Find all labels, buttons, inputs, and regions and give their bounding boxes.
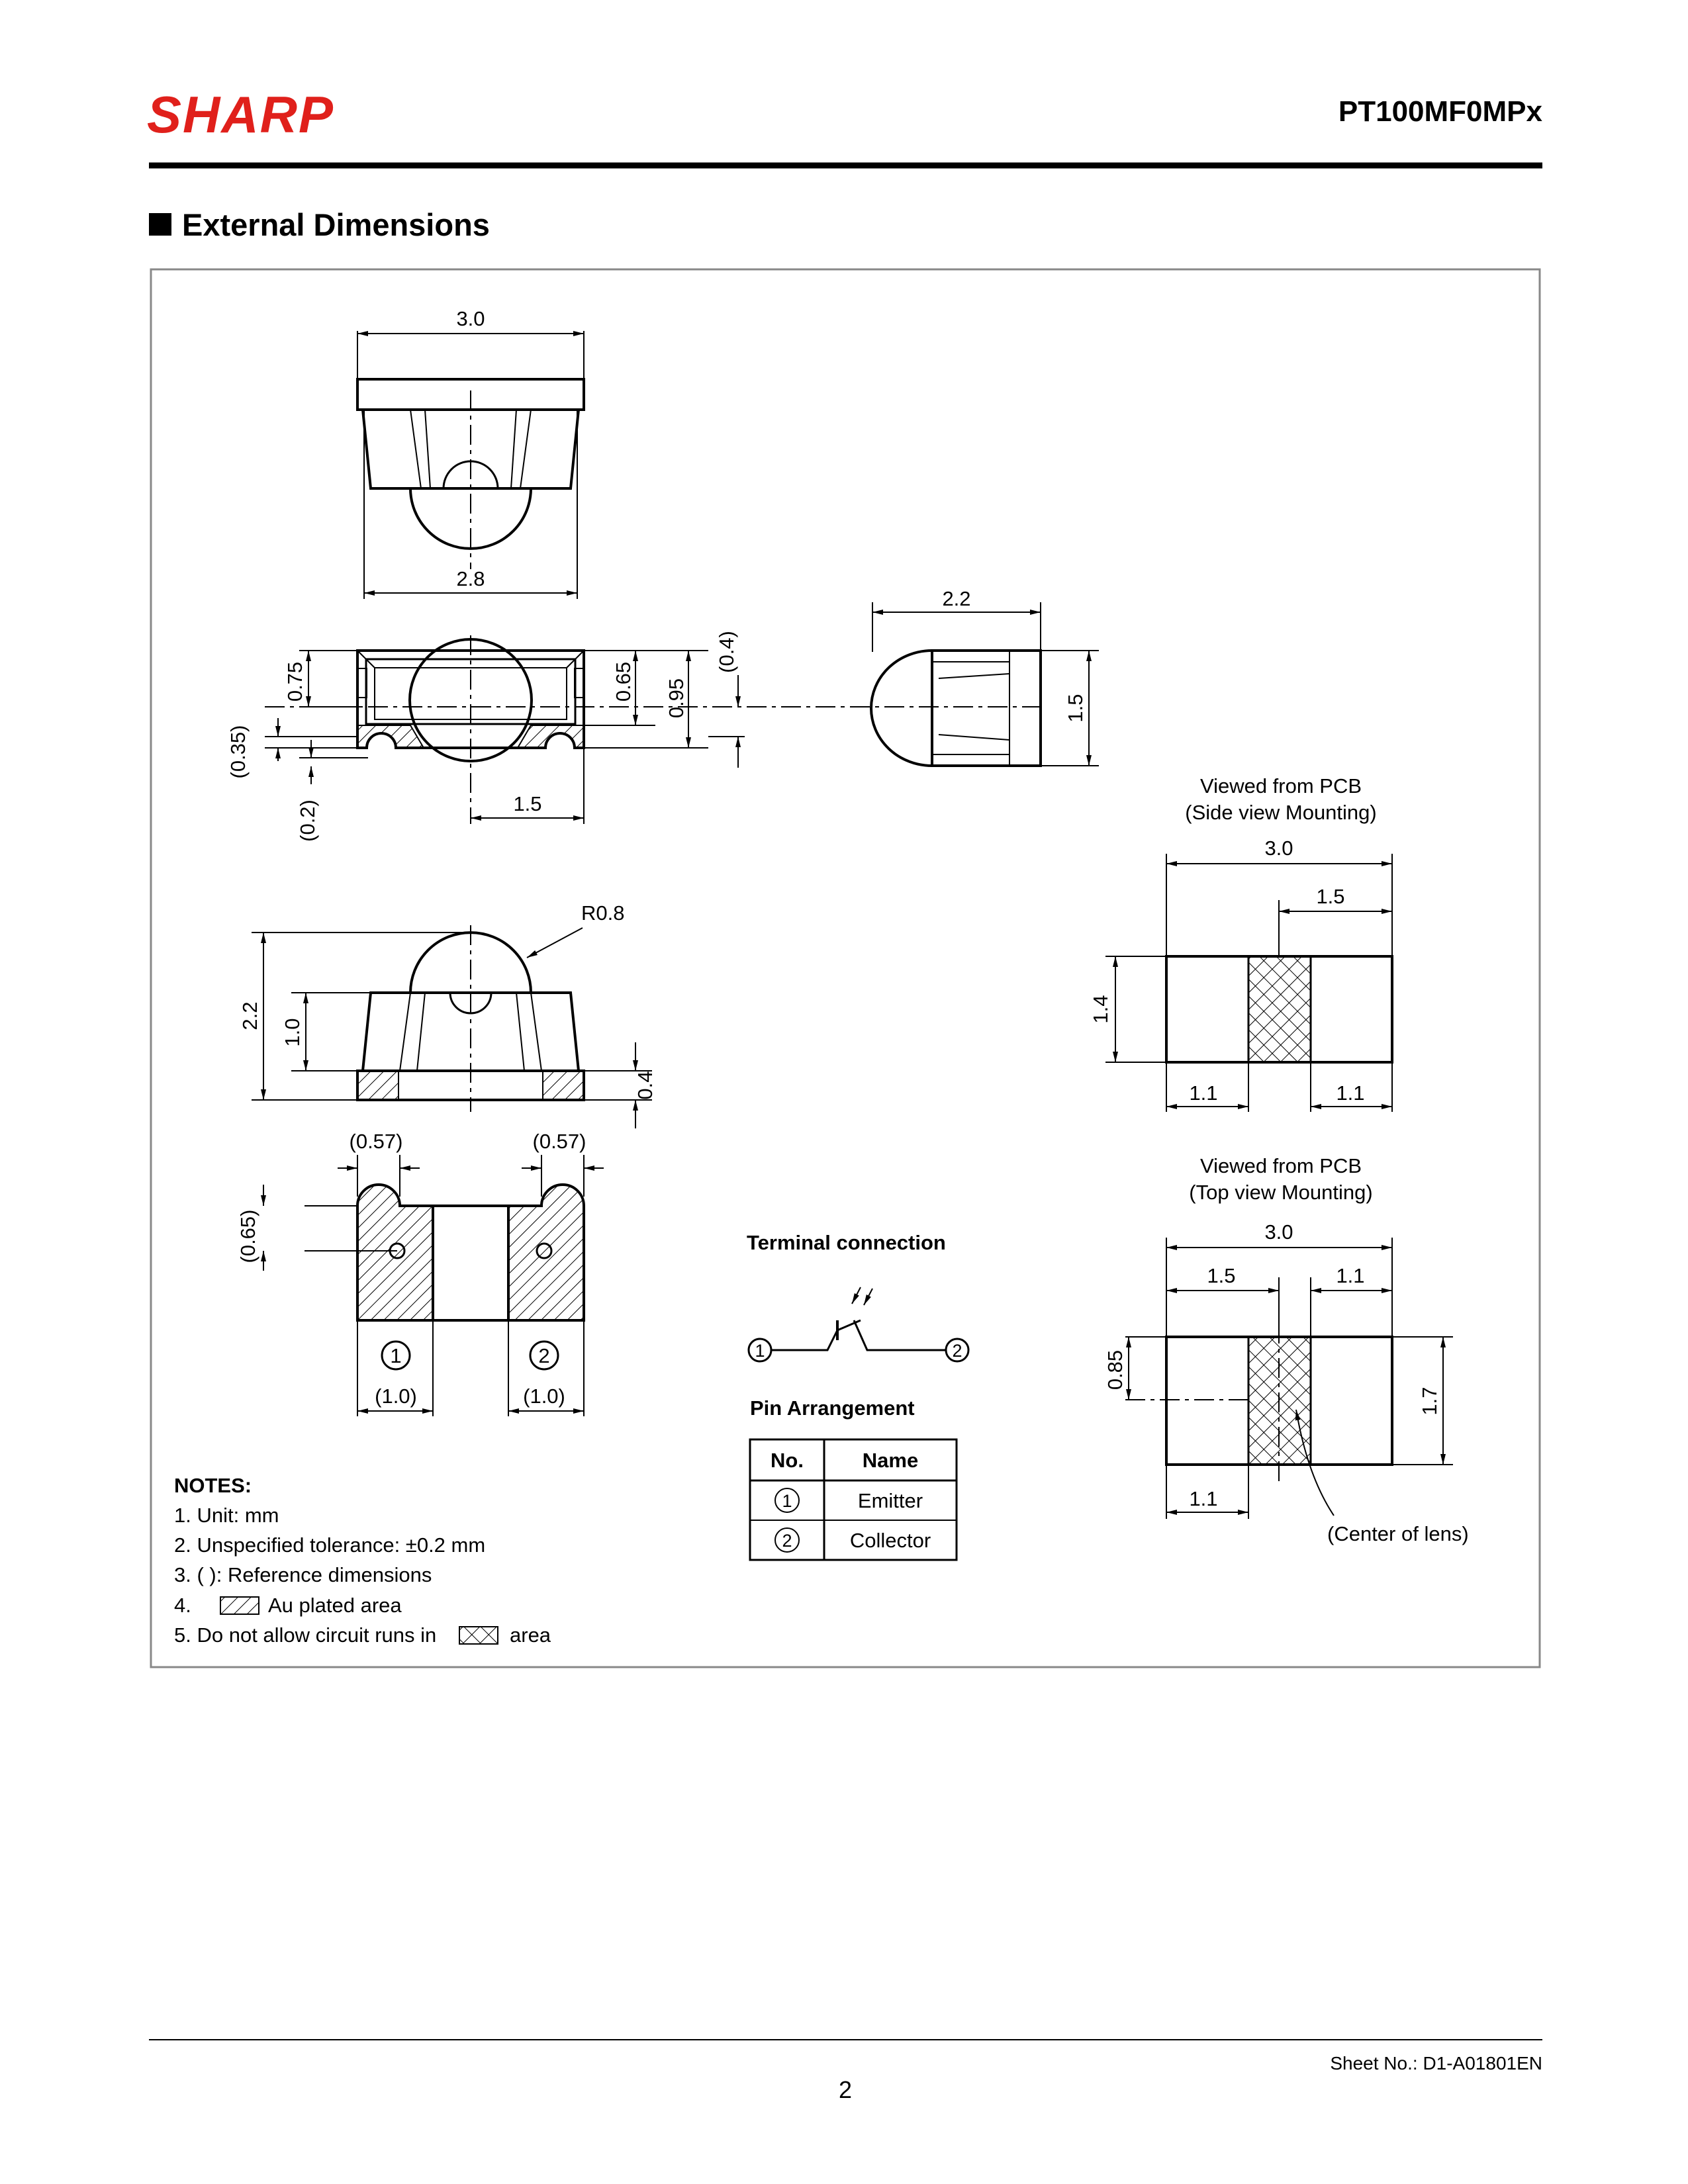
page-number: 2	[838, 2076, 853, 2103]
pad-top-right: 1.1	[1336, 1264, 1365, 1287]
pad-side-width: 3.0	[1264, 837, 1293, 860]
pad-side-title-2: (Side view Mounting)	[1185, 801, 1377, 824]
section-marker-icon	[149, 213, 171, 236]
sheet-number: Sheet No.: D1-A01801EN	[1330, 2053, 1542, 2073]
pad-side-lens-area	[1248, 956, 1311, 1062]
dim-r08: R0.8	[581, 901, 625, 925]
svg-text:2: 2	[952, 1341, 962, 1361]
svg-text:1: 1	[755, 1341, 765, 1361]
dim-pin-width-left: (1.0)	[375, 1385, 417, 1408]
svg-text:2: 2	[538, 1344, 550, 1367]
pin-table-row-1-name: Emitter	[857, 1489, 923, 1512]
dim-065-ref: (0.65)	[236, 1209, 259, 1263]
pad-side-right: 1.1	[1336, 1081, 1365, 1105]
pad-top-title-2: (Top view Mounting)	[1189, 1181, 1373, 1204]
dim-front-top-width: 3.0	[456, 307, 485, 330]
pad-top-half: 1.5	[1207, 1264, 1236, 1287]
dim-pin-width-right: (1.0)	[523, 1385, 565, 1408]
pad-top-left: 1.1	[1189, 1487, 1218, 1510]
au-plated-swatch-icon	[220, 1597, 259, 1614]
pad-top-width: 3.0	[1264, 1220, 1293, 1244]
dim-front-bottom-width: 2.8	[456, 567, 485, 590]
pad-top-mounting	[1103, 1154, 1469, 1545]
terminal-view	[236, 1130, 604, 1416]
pin-arrangement	[750, 1396, 957, 1560]
pin-table-header-no: No.	[771, 1449, 804, 1472]
dim-057-right: (0.57)	[532, 1130, 586, 1153]
note-5-suffix: area	[510, 1623, 551, 1647]
front-view	[357, 307, 584, 599]
note-2: 2. Unspecified tolerance: ±0.2 mm	[174, 1533, 486, 1557]
svg-text:1: 1	[390, 1344, 402, 1367]
terminal-title: Terminal connection	[747, 1231, 946, 1254]
notes	[174, 1474, 551, 1647]
brand-logo	[147, 85, 334, 144]
dim-10: 1.0	[281, 1018, 304, 1047]
no-circuit-swatch-icon	[459, 1627, 498, 1644]
pin-table-header-name: Name	[862, 1449, 919, 1472]
dim-top-width: 2.2	[942, 587, 971, 610]
section-title: External Dimensions	[182, 207, 490, 242]
terminal-connection	[747, 1231, 968, 1361]
note-3: 3. ( ): Reference dimensions	[174, 1563, 432, 1586]
side-view	[871, 587, 1099, 766]
elevation-view	[238, 901, 657, 1128]
pad-top-offset: 0.85	[1103, 1349, 1127, 1390]
pin-table-row-2-no: 2	[782, 1531, 792, 1551]
pad-side-left: 1.1	[1189, 1081, 1218, 1105]
pin-arrangement-title: Pin Arrangement	[750, 1396, 915, 1420]
dim-22: 2.2	[238, 1001, 261, 1030]
dim-02-ref: (0.2)	[296, 799, 319, 842]
dim-04-ref: (0.4)	[715, 631, 738, 673]
pin-table-row-2-name: Collector	[849, 1529, 931, 1552]
pad-side-title-1: Viewed from PCB	[1199, 774, 1362, 797]
note-4-text: Au plated area	[268, 1594, 402, 1617]
pad-side-height: 1.4	[1089, 995, 1112, 1024]
dim-035-ref: (0.35)	[226, 725, 250, 779]
pad-side-mounting	[1089, 774, 1392, 1112]
dim-15: 1.5	[513, 792, 542, 815]
note-4-prefix: 4.	[174, 1594, 191, 1617]
dim-04: 0.4	[633, 1071, 657, 1100]
pad-top-title-1: Viewed from PCB	[1199, 1154, 1362, 1177]
part-number: PT100MF0MPx	[1338, 95, 1542, 128]
pad-side-half: 1.5	[1316, 885, 1345, 908]
drawing-frame	[151, 269, 1540, 1667]
brand-logo-text: SHARP	[147, 85, 335, 144]
dim-075: 0.75	[283, 661, 306, 702]
dim-top-height: 1.5	[1064, 694, 1087, 723]
notes-title: NOTES:	[174, 1474, 252, 1497]
note-5-prefix: 5. Do not allow circuit runs in	[174, 1623, 437, 1647]
pin-table-row-1-no: 1	[782, 1491, 792, 1511]
dim-065: 0.65	[612, 661, 635, 702]
dim-057-left: (0.57)	[349, 1130, 403, 1153]
bottom-view	[226, 631, 1039, 842]
lens-center-note: (Center of lens)	[1327, 1522, 1469, 1545]
note-1: 1. Unit: mm	[174, 1504, 279, 1527]
pad-top-height: 1.7	[1418, 1387, 1441, 1416]
dim-095: 0.95	[665, 678, 688, 719]
